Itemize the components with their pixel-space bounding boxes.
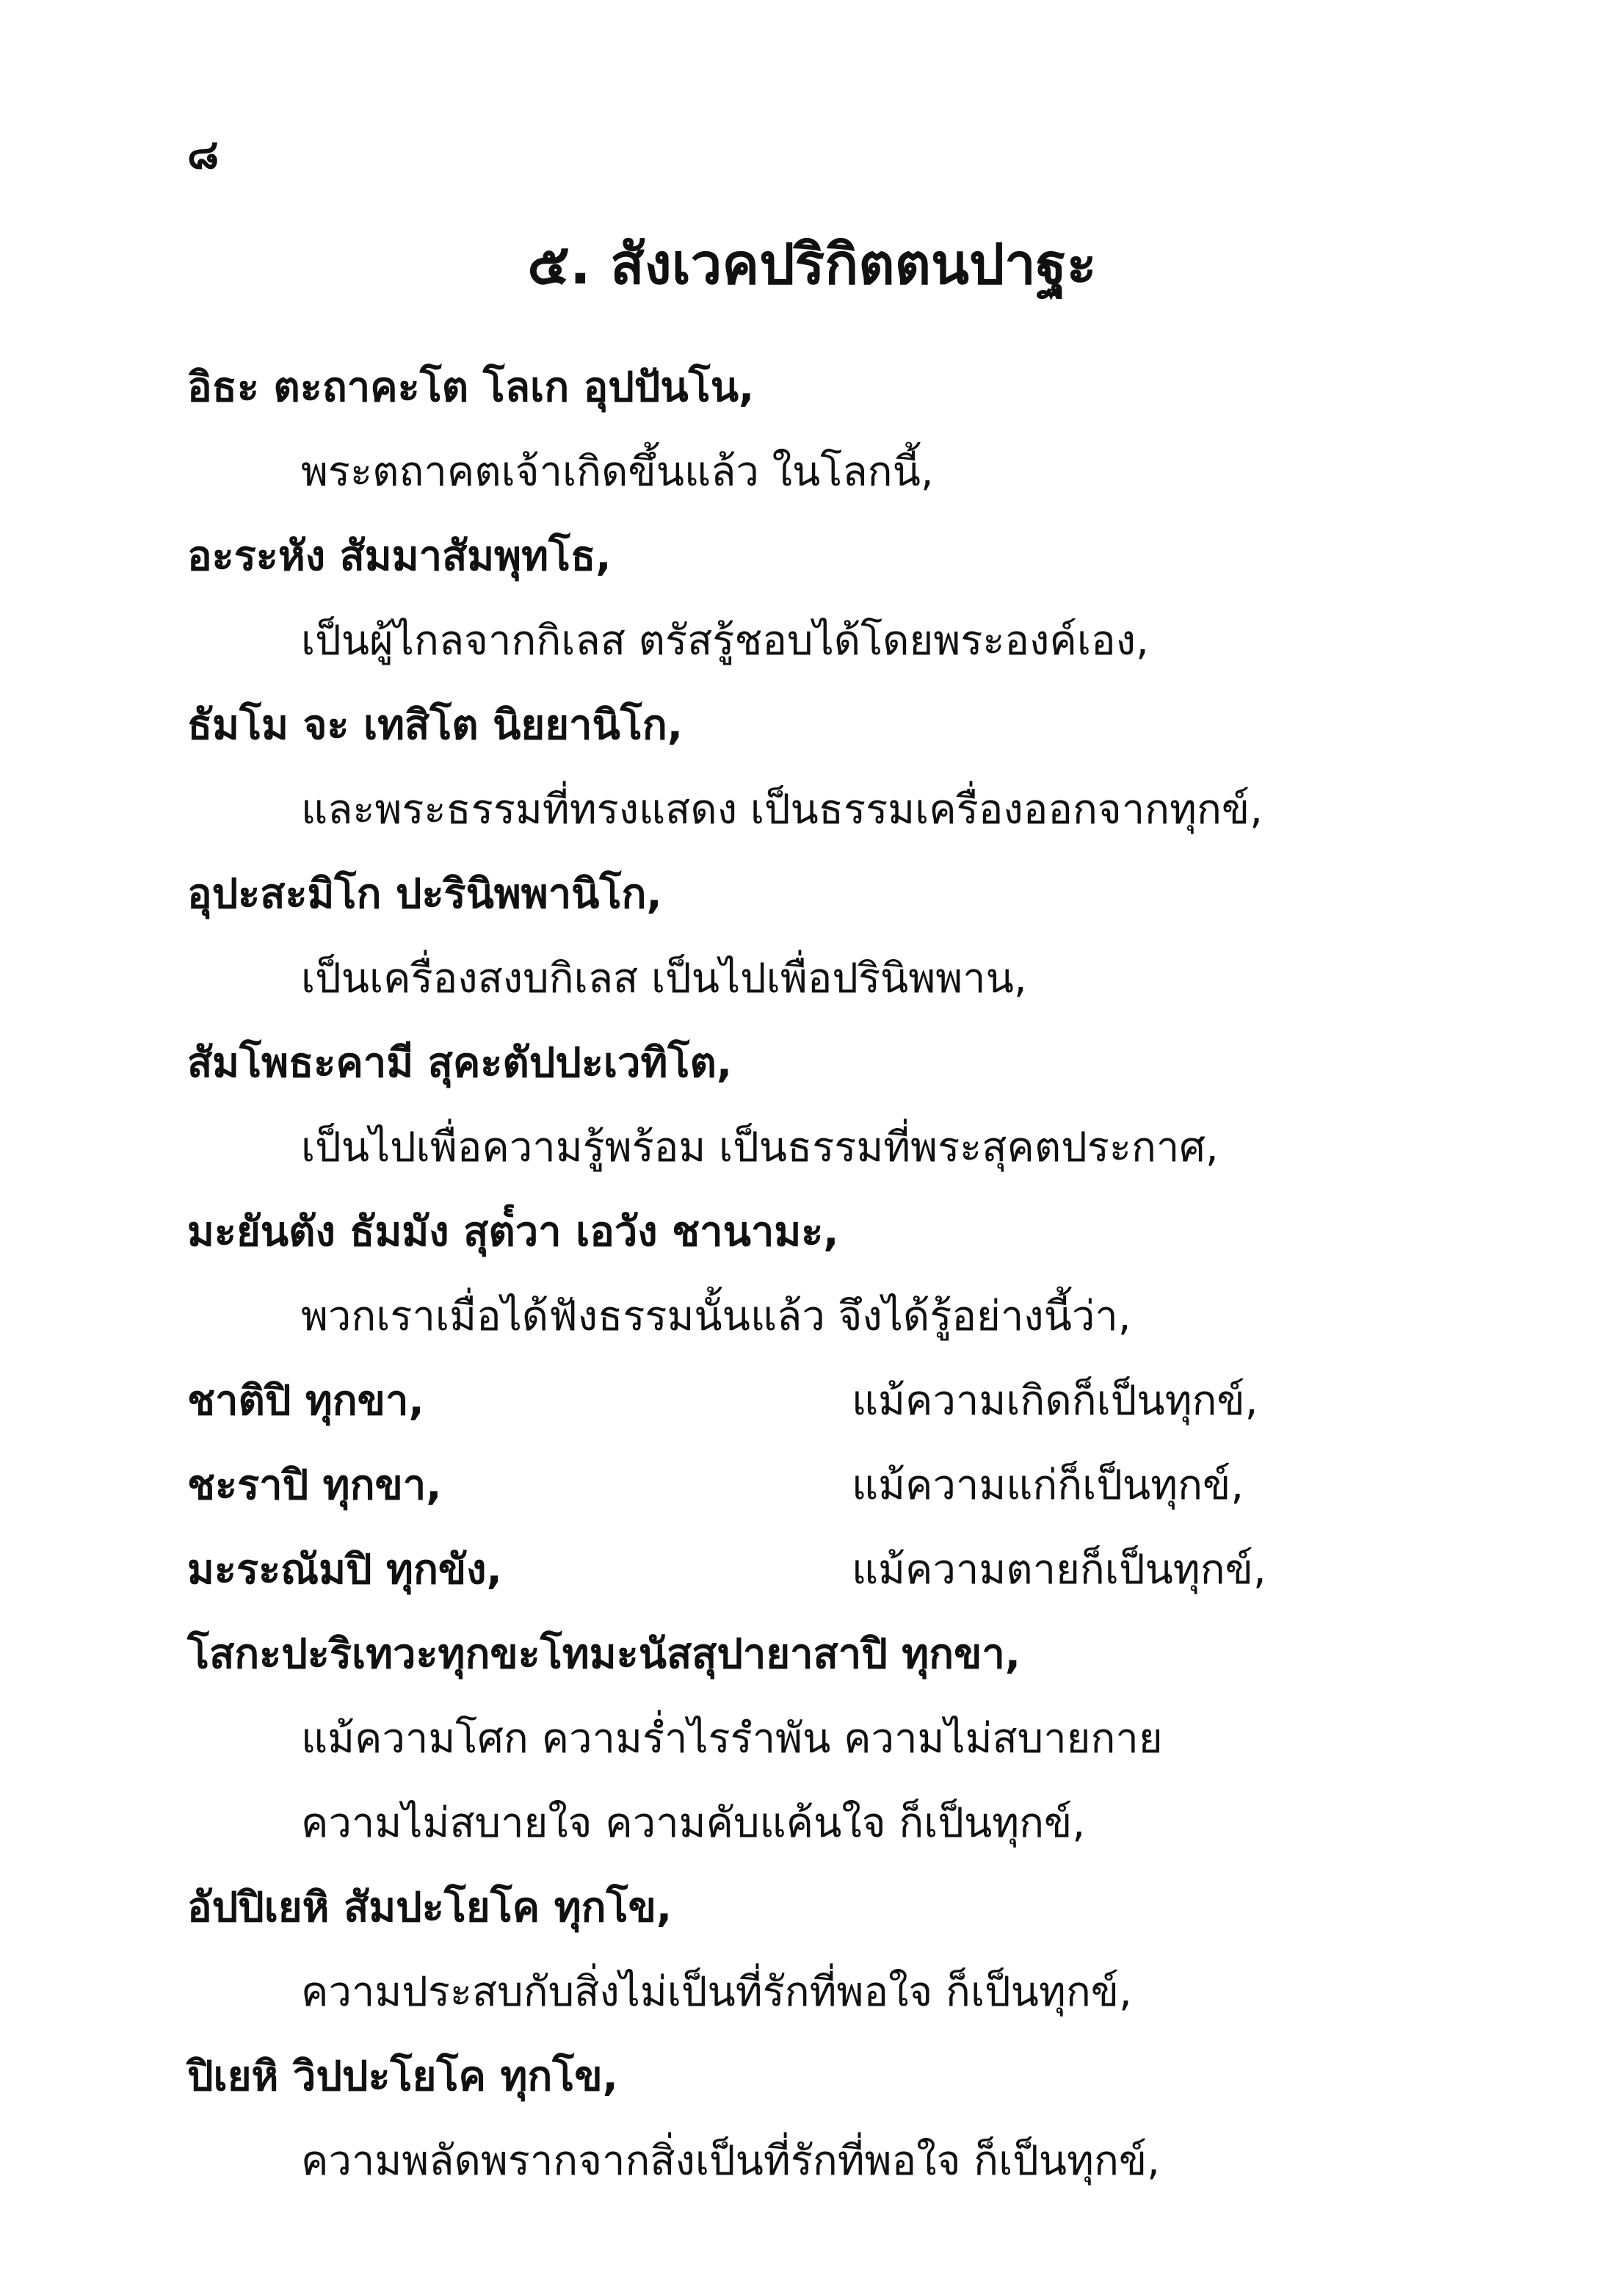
thai-translation-line: ความไม่สบายใจ ความคับแค้นใจ ก็เป็นทุกข์, bbox=[301, 1799, 1086, 1847]
pali-line: โสกะปะริเทวะทุกขะโทมะนัสสุปายาสาปิ ทุกขา, bbox=[187, 1630, 1021, 1678]
pali-line: ปิเยหิ วิปปะโยโค ทุกโข, bbox=[187, 2053, 618, 2100]
page-number: ๘ bbox=[187, 131, 220, 178]
thai-translation-line: แม้ความโศก ความร่ำไรรำพัน ความไม่สบายกาย bbox=[301, 1715, 1163, 1763]
pali-line: อิธะ ตะถาคะโต โลเก อุปปันโน, bbox=[187, 364, 755, 411]
pali-translation-pair bbox=[187, 1528, 1509, 1612]
thai-translation-line: และพระธรรมที่ทรงแสดง เป็นธรรมเครื่องออกจากทุกข์, bbox=[301, 786, 1263, 834]
pali-phrase: ชาติปิ ทุกขา, bbox=[187, 1377, 424, 1425]
thai-translation-line: เป็นเครื่องสงบกิเลส เป็นไปเพื่อปรินิพพาน, bbox=[301, 955, 1027, 1002]
pali-translation-pair bbox=[187, 1443, 1509, 1528]
section-title: ๕. สังเวคปริกิตตนปาฐะ bbox=[527, 231, 1097, 297]
thai-translation-line: ความประสบกับสิ่งไม่เป็นที่รักที่พอใจ ก็เป็นทุกข์, bbox=[301, 1968, 1132, 2016]
thai-phrase: แม้ความตายก็เป็นทุกข์, bbox=[852, 1546, 1266, 1594]
pali-line: สัมโพธะคามี สุคะตัปปะเวทิโต, bbox=[187, 1039, 733, 1087]
thai-phrase: แม้ความเกิดก็เป็นทุกข์, bbox=[852, 1377, 1258, 1425]
pali-line: อุปะสะมิโก ปะรินิพพานิโก, bbox=[187, 870, 662, 918]
thai-translation-line: เป็นผู้ไกลจากกิเลส ตรัสรู้ชอบได้โดยพระองค์เอง, bbox=[301, 617, 1149, 665]
thai-translation-line: เป็นไปเพื่อความรู้พร้อม เป็นธรรมที่พระสุคตประกาศ, bbox=[301, 1124, 1219, 1171]
pali-translation-pair bbox=[187, 1359, 1509, 1443]
thai-phrase: แม้ความแก่ก็เป็นทุกข์, bbox=[852, 1461, 1244, 1509]
thai-translation-line: ความพลัดพรากจากสิ่งเป็นที่รักที่พอใจ ก็เป็นทุกข์, bbox=[301, 2137, 1160, 2185]
pali-phrase: มะระณัมปิ ทุกขัง, bbox=[187, 1546, 502, 1594]
pali-line: อัปปิเยหิ สัมปะโยโค ทุกโข, bbox=[187, 1884, 673, 1931]
thai-translation-line: พวกเราเมื่อได้ฟังธรรมนั้นแล้ว จึงได้รู้อย่างนี้ว่า, bbox=[301, 1293, 1131, 1340]
chant-text bbox=[187, 345, 1509, 2203]
pali-phrase: ชะราปิ ทุกขา, bbox=[187, 1461, 442, 1509]
pali-line: มะยันตัง ธัมมัง สุต๎วา เอวัง ชานามะ, bbox=[187, 1208, 839, 1256]
thai-translation-line: พระตถาคตเจ้าเกิดขึ้นแล้ว ในโลกนี้, bbox=[301, 448, 934, 496]
pali-line: ธัมโม จะ เทสิโต นิยยานิโก, bbox=[187, 701, 684, 749]
pali-line: อะระหัง สัมมาสัมพุทโธ, bbox=[187, 532, 612, 580]
